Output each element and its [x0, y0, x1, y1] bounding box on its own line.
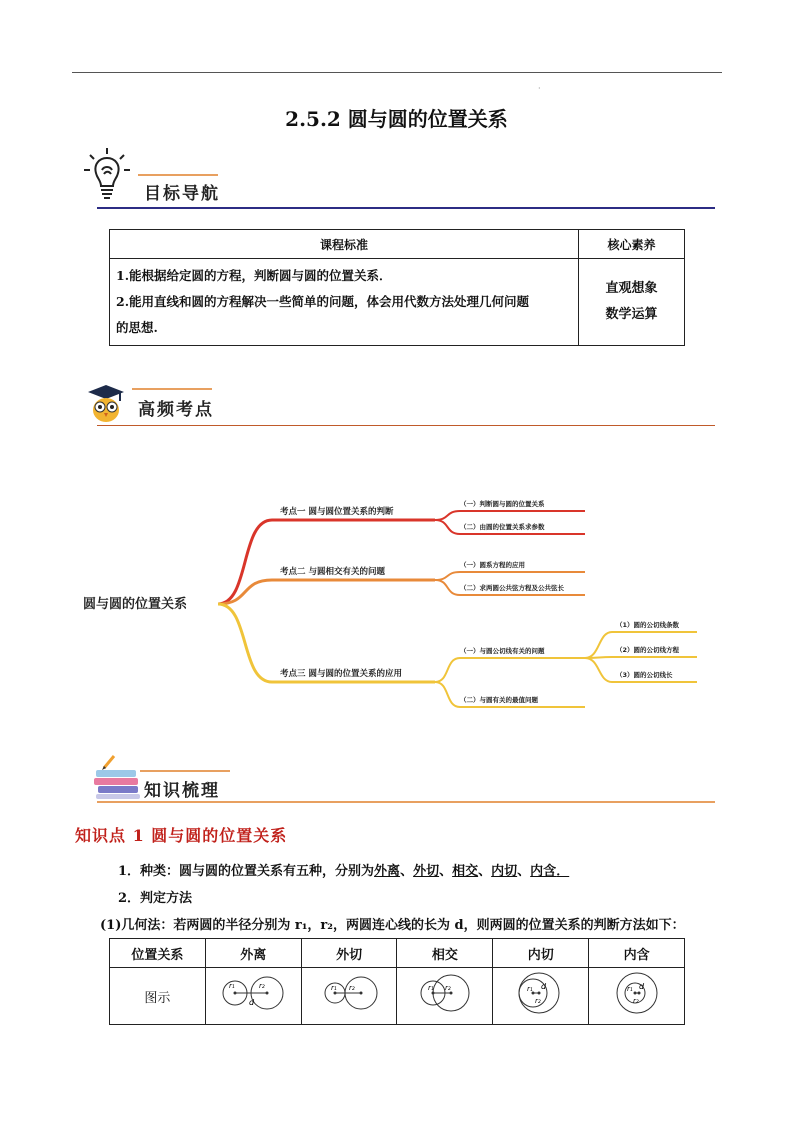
paragraph-method: 2．判定方法	[118, 891, 193, 906]
standard-line: 1.能根据给定圆的方程，判断圆与圆的位置关系．	[116, 268, 392, 283]
type-term: 外离	[374, 864, 401, 879]
types-end: ．	[556, 864, 570, 879]
branch-label-1: 考点一 圆与圆位置关系的判断	[280, 507, 394, 517]
goal-table-standards	[110, 259, 579, 346]
sub-label: （二）由圆的位置关系求参数	[460, 523, 545, 531]
circles-separate-diagram	[211, 969, 295, 1019]
r2-label: r₂	[259, 982, 265, 990]
knowledge-point-title: 知识点 1 圆与圆的位置关系	[75, 826, 288, 845]
section-title-knowledge: 知识梳理	[144, 781, 220, 801]
sub-sub-line	[585, 632, 697, 658]
sub-line	[435, 511, 585, 520]
separator: 、	[478, 864, 492, 879]
section-rule	[97, 207, 715, 209]
diagram-row-label: 图示	[110, 968, 206, 1025]
d-label: d	[540, 982, 546, 991]
r2-label: r₂	[632, 997, 639, 1005]
goal-table-header-standard: 课程标准	[110, 230, 579, 259]
r1-label: r₁	[427, 984, 434, 992]
literacy-line: 数学运算	[605, 307, 658, 322]
circles-internal-tangent-diagram	[499, 969, 583, 1019]
separator: 、	[400, 864, 414, 879]
r2-label: r₂	[349, 984, 355, 992]
mind-map	[0, 480, 793, 730]
section-deco-line	[140, 770, 230, 772]
separator: 、	[517, 864, 531, 879]
books-pencil-icon	[92, 754, 144, 800]
sub-label: （二）与圆有关的最值问题	[460, 696, 538, 704]
types-prefix: 1．种类：圆与圆的位置关系有五种，分别为	[118, 864, 375, 879]
position-header: 相交	[397, 939, 493, 968]
sub-sub-line	[585, 657, 697, 658]
branch-label-2: 考点二 与圆相交有关的问题	[280, 567, 385, 577]
standard-line: 的思想.	[116, 320, 158, 335]
branch-line-1	[218, 520, 435, 604]
diagram-separate	[205, 968, 301, 1025]
diagram-external-tangent	[301, 968, 397, 1025]
standard-line: 2.能用直线和圆的方程解决一些简单的问题，体会用代数方法处理几何问题	[116, 294, 530, 309]
position-table	[109, 938, 685, 1025]
separator: 、	[439, 864, 453, 879]
sub-sub-label: （1）圆的公切线条数	[616, 621, 680, 629]
sub-label: （一）圆系方程的应用	[460, 561, 525, 569]
literacy-line: 直观想象	[605, 281, 658, 296]
d-label: d	[638, 982, 644, 991]
type-term: 内含	[530, 864, 557, 879]
position-header: 位置关系	[110, 939, 206, 968]
circles-intersect-diagram	[403, 969, 487, 1019]
page-title: 2.5.2 圆与圆的位置关系	[285, 107, 508, 131]
type-term: 外切	[413, 864, 440, 879]
section-deco-line	[132, 388, 212, 390]
sub-sub-label: （3）圆的公切线长	[616, 671, 673, 679]
r1-label: r₁	[331, 984, 337, 992]
goal-table-header-literacy: 核心素养	[579, 230, 685, 259]
section-deco-line	[138, 174, 218, 176]
header-mark: ·	[538, 84, 541, 93]
r2-label: r₂	[444, 984, 451, 992]
goal-table	[109, 229, 685, 346]
type-term: 相交	[452, 864, 479, 879]
paragraph-types	[118, 860, 569, 879]
section-title-hot-points: 高频考点	[138, 400, 214, 420]
section-title-goals: 目标导航	[144, 184, 220, 204]
sub-line	[435, 658, 585, 682]
section-rule	[97, 801, 715, 803]
diagram-contain	[589, 968, 685, 1025]
branch-label-3: 考点三 圆与圆的位置关系的应用	[280, 669, 402, 679]
position-header: 外离	[205, 939, 301, 968]
goal-table-literacy	[579, 259, 685, 346]
diagram-internal-tangent	[493, 968, 589, 1025]
sub-sub-label: （2）圆的公切线方程	[616, 646, 680, 654]
diagram-intersect	[397, 968, 493, 1025]
d-label: d	[249, 998, 255, 1007]
position-header: 外切	[301, 939, 397, 968]
lightbulb-icon	[82, 146, 132, 202]
sub-label: （一）判断圆与圆的位置关系	[460, 500, 545, 508]
r2-label: r₂	[534, 997, 541, 1005]
sub-label: （一）与圆公切线有关的问题	[460, 647, 545, 655]
sub-label: （二）求两圆公共弦方程及公共弦长	[460, 584, 564, 592]
position-header: 内切	[493, 939, 589, 968]
header-rule	[72, 72, 722, 73]
section-rule	[97, 425, 715, 426]
mind-map-root: 圆与圆的位置关系	[83, 597, 188, 612]
circles-external-tangent-diagram	[307, 969, 391, 1019]
graduate-owl-icon	[86, 383, 126, 423]
branch-line-2	[218, 580, 435, 604]
r1-label: r₁	[526, 985, 533, 993]
circles-contain-diagram	[595, 969, 679, 1019]
r1-label: r₁	[229, 982, 235, 990]
type-term: 内切	[491, 864, 518, 879]
paragraph-geometry: (1)几何法：若两圆的半径分别为 r₁，r₂，两圆连心线的长为 d，则两圆的位置关系的判断方法如下：	[100, 918, 685, 933]
position-header: 内含	[589, 939, 685, 968]
r1-label: r₁	[626, 985, 633, 993]
sub-line	[435, 572, 585, 580]
